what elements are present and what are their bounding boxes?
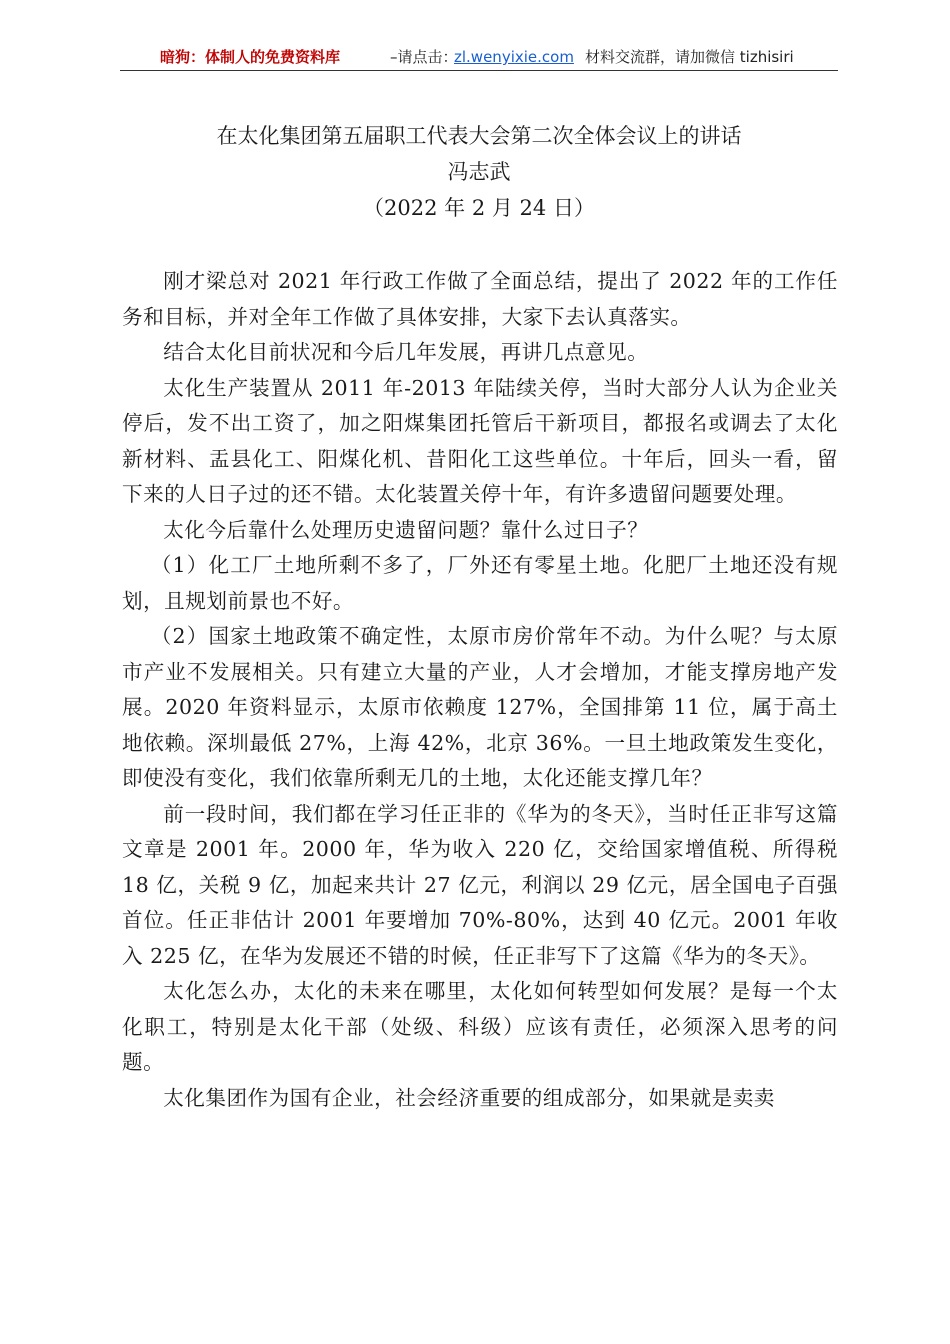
document-author: 冯志武 (447, 160, 511, 184)
paragraph: （2）国家土地政策不确定性，太原市房价常年不动。为什么呢？与太原市产业不发展相关。只有建立大量的产业，人才会增加，才能支撑房地产发展。2020 年资料显示，太原市依赖度 127%，全国排第 11 位，属于高土地依赖。深圳最低 27%，上海 42%，北京 36%。一旦土地政策发生变化，即使没有变化，我们依靠所剩无几的土地，太化还能支撑几年？ (122, 624, 838, 790)
paragraph: 太化今后靠什么处理历史遗留问题？靠什么过日子？ (163, 517, 649, 542)
header-prompt: –请点击： (390, 48, 458, 66)
document-date: （2022 年 2 月 24 日） (363, 196, 595, 220)
page-header (120, 44, 838, 71)
header-source: 暗狗：体制人的免费资料库 (160, 48, 341, 66)
paragraph: 太化生产装置从 2011 年-2013 年陆续关停，当时大部分人认为企业关停后，发不出工资了，加之阳煤集团托管后干新项目，都报名或调去了太化新材料、盂县化工、阳煤化机、昔阳化工这些单位。十年后，回头一看，留下来的人日子过的还不错。太化装置关停十年，有许多遗留问题要处理。 (122, 375, 838, 506)
paragraph: 太化怎么办，太化的未来在哪里，太化如何转型如何发展？是每一个太化职工，特别是太化干部（处级、科级）应该有责任，必须深入思考的问题。 (122, 979, 838, 1074)
header-contact: 材料交流群，请加微信 tizhisiri (585, 48, 794, 66)
paragraph: 太化集团作为国有企业，社会经济重要的组成部分，如果就是卖卖 (163, 1085, 775, 1110)
paragraph: 刚才梁总对 2021 年行政工作做了全面总结，提出了 2022 年的工作任务和目标，并对全年工作做了具体安排，大家下去认真落实。 (122, 269, 838, 329)
paragraph: 结合太化目前状况和今后几年发展，再讲几点意见。 (163, 340, 649, 364)
header-link[interactable]: zl.wenyixie.com (454, 48, 574, 66)
title-block (120, 118, 838, 226)
document-title: 在太化集团第五届职工代表大会第二次全体会议上的讲话 (216, 124, 742, 148)
document-body (122, 264, 838, 1116)
paragraph: （1）化工厂土地所剩不多了，厂外还有零星土地。化肥厂土地还没有规划，且规划前景也不好。 (122, 553, 838, 613)
paragraph: 前一段时间，我们都在学习任正非的《华为的冬天》，当时任正非写这篇文章是 2001 年。2000 年，华为收入 220 亿，交给国家增值税、所得税 18 亿，关税 9 亿，加起来共计 27 亿元，利润以 29 亿元，居全国电子百强首位。任正非估计 2001 年要增加 70%-80%，达到 40 亿元。2001 年收入 225 亿，在华为发展还不错的时候，任正非写下了这篇《华为的冬天》。 (122, 801, 838, 968)
